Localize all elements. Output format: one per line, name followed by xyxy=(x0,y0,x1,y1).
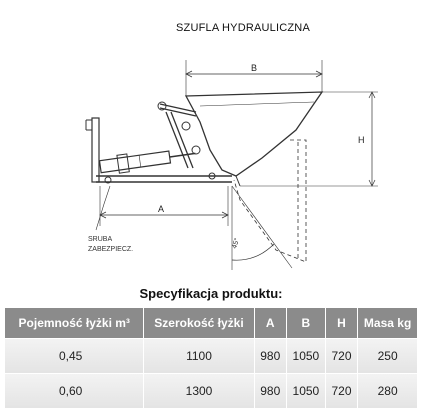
cell-width: 1300 xyxy=(144,374,253,408)
angle-label: 45° xyxy=(231,237,242,250)
screw-note-line2: ZABEZPIECZ. xyxy=(88,246,134,253)
dimension-a-label: A xyxy=(158,204,165,214)
cell-a: 980 xyxy=(255,339,286,373)
cell-h: 720 xyxy=(326,374,357,408)
cell-capacity: 0,45 xyxy=(5,339,143,373)
cell-mass: 280 xyxy=(358,374,417,408)
cell-width: 1100 xyxy=(144,339,253,373)
table-row xyxy=(5,339,417,373)
col-header-h: H xyxy=(326,308,357,338)
spec-heading: Specyfikacja produktu: xyxy=(139,286,283,301)
cell-b: 1050 xyxy=(287,374,325,408)
col-header-capacity: Pojemność łyżki m³ xyxy=(5,308,143,338)
dimension-h-label: H xyxy=(358,135,365,145)
cell-mass: 250 xyxy=(358,339,417,373)
cell-b: 1050 xyxy=(287,339,325,373)
col-header-b: B xyxy=(287,308,325,338)
col-header-mass: Masa kg xyxy=(358,308,417,338)
col-header-width: Szerokość łyżki xyxy=(144,308,253,338)
cell-capacity: 0,60 xyxy=(5,374,143,408)
table-row xyxy=(5,374,417,408)
col-header-a: A xyxy=(255,308,286,338)
drawing-title: SZUFLA HYDRAULICZNA xyxy=(176,22,310,34)
cell-h: 720 xyxy=(326,339,357,373)
spec-header-row xyxy=(5,308,417,338)
screw-note-line1: SRUBA xyxy=(88,236,113,243)
dimension-b-label: B xyxy=(251,63,258,73)
spec-table xyxy=(4,307,418,409)
cell-a: 980 xyxy=(255,374,286,408)
